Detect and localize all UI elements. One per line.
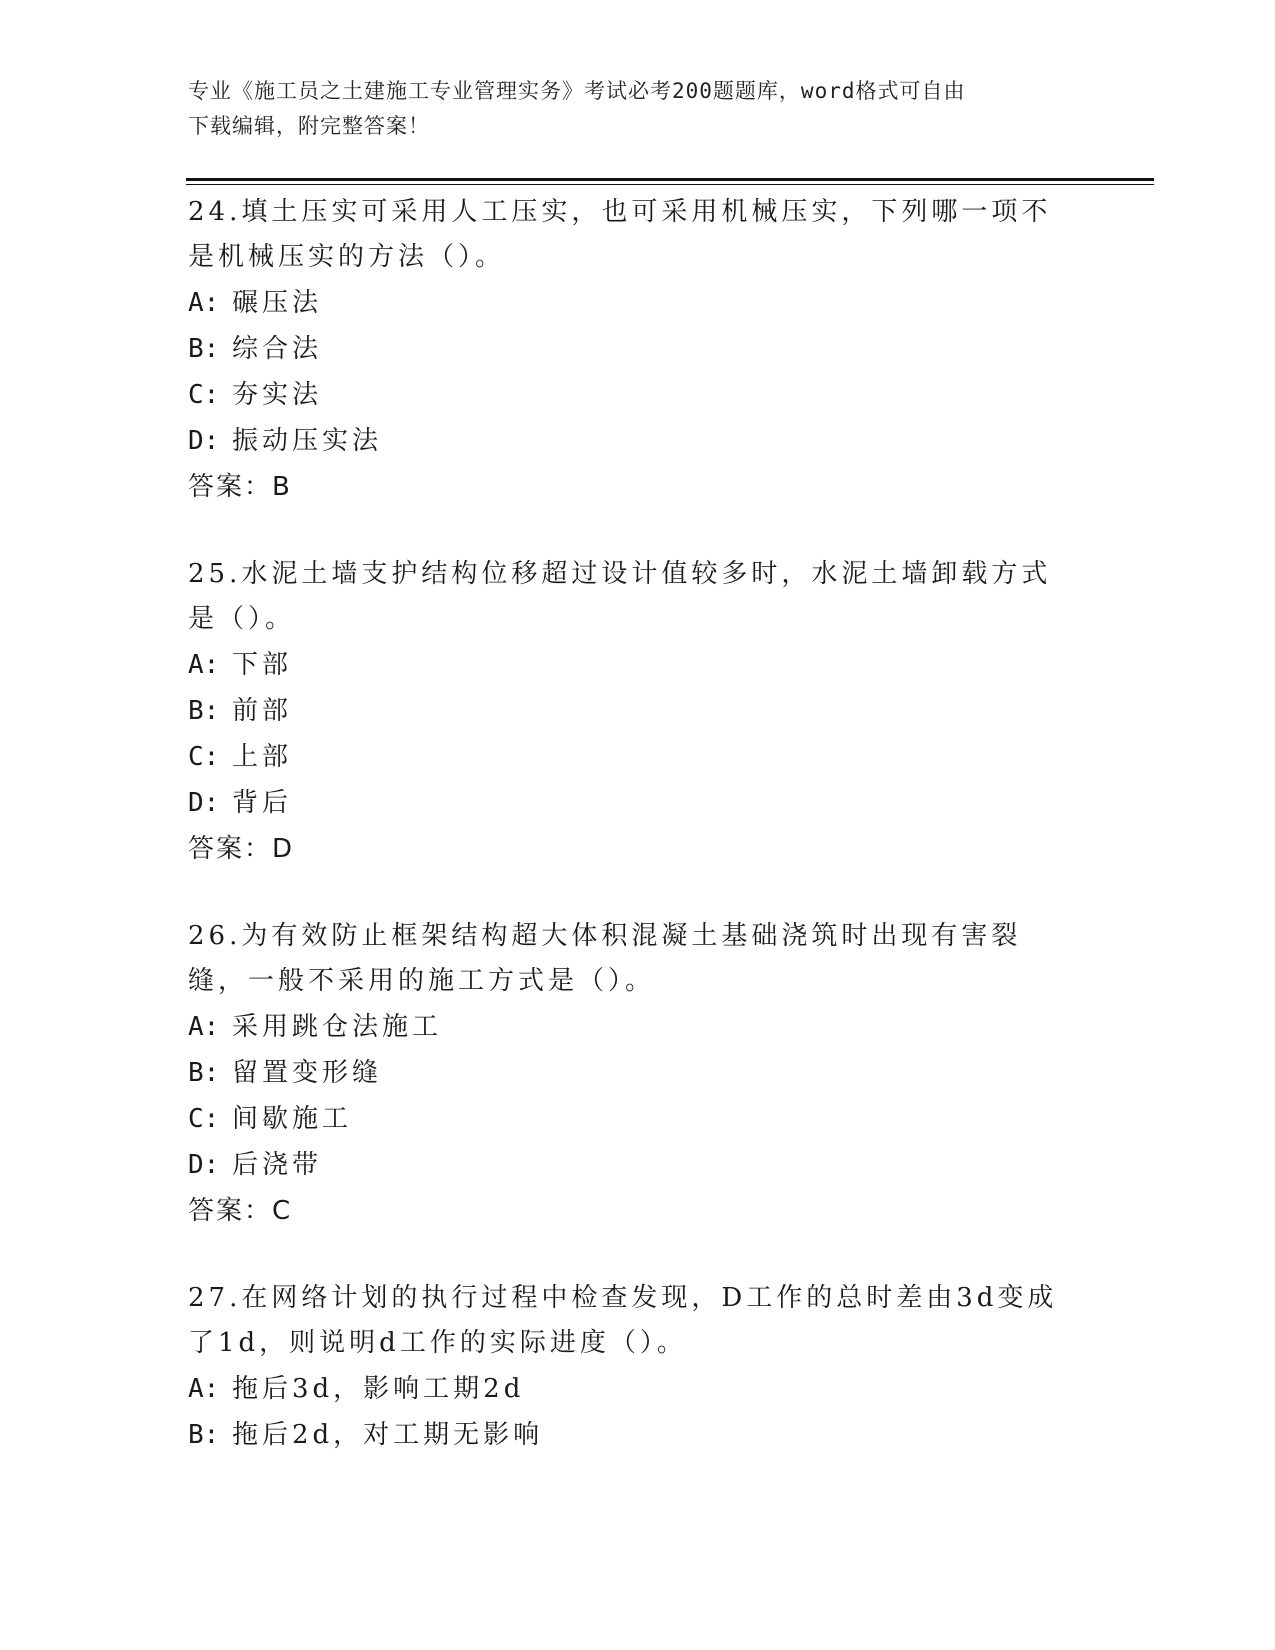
option-key: D: bbox=[188, 788, 220, 818]
option-key: A: bbox=[188, 650, 220, 680]
answer-line: 答案：B bbox=[188, 472, 292, 502]
option-b bbox=[188, 1050, 1088, 1096]
option-key: C: bbox=[188, 1104, 220, 1134]
header-line-2: 下载编辑，附完整答案！ bbox=[188, 114, 430, 138]
option-a bbox=[188, 1004, 1088, 1050]
question-25 bbox=[188, 552, 1088, 872]
option-text: 振动压实法 bbox=[232, 426, 383, 456]
option-c bbox=[188, 372, 1088, 418]
option-key: B: bbox=[188, 334, 220, 364]
answer-line: 答案：C bbox=[188, 1196, 293, 1226]
option-text: 留置变形缝 bbox=[232, 1058, 383, 1088]
question-text: 27.在网络计划的执行过程中检查发现，D工作的总时差由3d变成了1d，则说明d工作的实际进度（）。 bbox=[188, 1283, 1058, 1358]
option-text: 综合法 bbox=[232, 334, 323, 364]
option-key: A: bbox=[188, 1012, 220, 1042]
option-key: B: bbox=[188, 1058, 220, 1088]
option-key: A: bbox=[188, 288, 220, 318]
option-key: D: bbox=[188, 426, 220, 456]
option-b bbox=[188, 688, 1088, 734]
option-text: 前部 bbox=[232, 696, 293, 726]
answer-line: 答案：D bbox=[188, 834, 295, 864]
option-text: 后浇带 bbox=[232, 1150, 323, 1180]
question-list bbox=[188, 190, 1088, 1500]
option-key: C: bbox=[188, 380, 220, 410]
option-d bbox=[188, 1142, 1088, 1188]
option-key: B: bbox=[188, 1420, 220, 1450]
option-b bbox=[188, 326, 1088, 372]
option-c bbox=[188, 1096, 1088, 1142]
option-a bbox=[188, 280, 1088, 326]
question-text: 25.水泥土墙支护结构位移超过设计值较多时，水泥土墙卸载方式是（）。 bbox=[188, 559, 1052, 634]
option-d bbox=[188, 780, 1088, 826]
header-divider-thick bbox=[186, 178, 1154, 181]
option-key: C: bbox=[188, 742, 220, 772]
header-divider-thin bbox=[186, 184, 1154, 185]
option-a bbox=[188, 642, 1088, 688]
option-text: 拖后3d，影响工期2d bbox=[232, 1374, 525, 1404]
option-key: A: bbox=[188, 1374, 220, 1404]
option-c bbox=[188, 734, 1088, 780]
option-key: D: bbox=[188, 1150, 220, 1180]
option-d bbox=[188, 418, 1088, 464]
option-text: 碾压法 bbox=[232, 288, 323, 318]
option-text: 拖后2d，对工期无影响 bbox=[232, 1420, 544, 1450]
document-header bbox=[188, 74, 1068, 144]
option-text: 夯实法 bbox=[232, 380, 323, 410]
question-26 bbox=[188, 914, 1088, 1234]
question-27 bbox=[188, 1276, 1088, 1458]
header-line-1: 专业《施工员之土建施工专业管理实务》考试必考200题题库，word格式可自由 bbox=[188, 79, 966, 103]
question-text: 26.为有效防止框架结构超大体积混凝土基础浇筑时出现有害裂缝，一般不采用的施工方式是（）。 bbox=[188, 921, 1022, 996]
option-text: 下部 bbox=[232, 650, 293, 680]
option-key: B: bbox=[188, 696, 220, 726]
question-24 bbox=[188, 190, 1088, 510]
option-text: 采用跳仓法施工 bbox=[232, 1012, 443, 1042]
option-text: 上部 bbox=[232, 742, 293, 772]
question-text: 24.填土压实可采用人工压实，也可采用机械压实，下列哪一项不是机械压实的方法（）。 bbox=[188, 197, 1052, 272]
option-text: 间歇施工 bbox=[232, 1104, 353, 1134]
option-b bbox=[188, 1412, 1088, 1458]
option-a bbox=[188, 1366, 1088, 1412]
option-text: 背后 bbox=[232, 788, 293, 818]
